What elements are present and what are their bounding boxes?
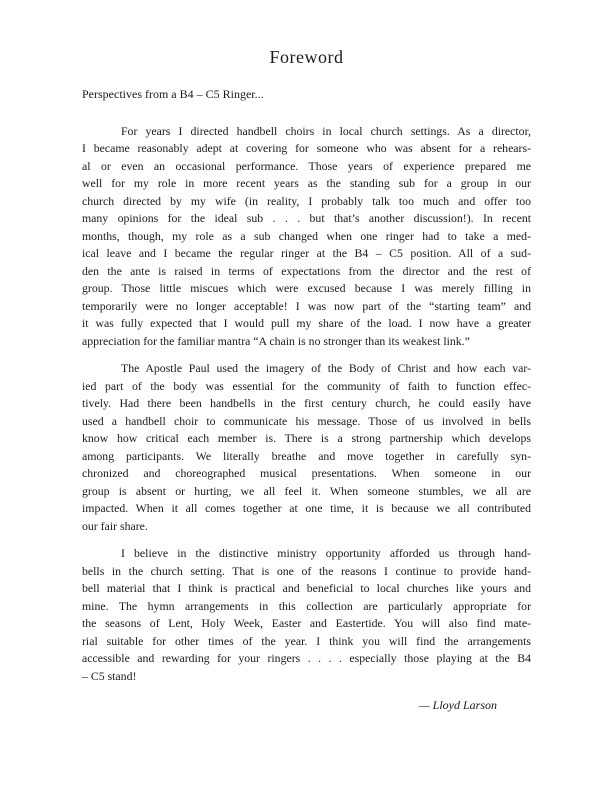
text-line: mine. The hymn arrangements in this collection are particularly appropriate for: [82, 598, 531, 613]
text-line: temporarily were no longer acceptable! I was now part of the “starting team” and: [82, 298, 531, 313]
text-line: – C5 stand!: [82, 668, 137, 683]
text-line: impacted. When it all comes together at one time, it is because we all contributed: [82, 501, 531, 515]
text-line: group is absent or hurting, we all feel it. When someone stumbles, we all are: [82, 483, 531, 498]
text-line: used a handbell choir to communicate his message. Those of us involved in bells: [82, 413, 531, 428]
text-line: ical leave and I became the regular ringer at the B4 – C5 position. All of a sud-: [82, 246, 531, 260]
text-line: accessible and rewarding for your ringers . . . . especially those playing at the B4: [82, 651, 531, 665]
page-title: Foreword: [269, 47, 344, 67]
text-line: many opinions for the ideal sub . . . but that’s another discussion!). In recent: [82, 211, 531, 225]
text-line: our fair share.: [82, 518, 148, 533]
text-line: bells in the church setting. That is one of the reasons I continue to provide hand-: [82, 563, 531, 578]
text-line: appreciation for the familiar mantra “A chain is no stronger than its weakest link.”: [82, 333, 470, 348]
page-content: [82, 46, 531, 715]
text-line: The Apostle Paul used the imagery of the Body of Christ and how each var-: [121, 361, 531, 375]
text-line: chronized and choreographed musical presentations. When someone in our: [82, 466, 531, 480]
paragraph: [82, 545, 531, 685]
text-line: I believe in the distinctive ministry opportunity afforded us through hand-: [121, 546, 531, 560]
text-line: months, though, my role as a sub changed when one ringer had to take a med-: [82, 228, 531, 243]
text-line: among participants. We literally breathe and move together in carefully syn-: [82, 448, 531, 463]
text-line: al or even an occasional performance. Those years of experience prepared me: [82, 158, 531, 173]
text-line: rial suitable for other times of the year. I think you will find the arrangements: [82, 633, 531, 648]
text-line: For years I directed handbell choirs in local church settings. As a director,: [121, 123, 531, 138]
text-line: I became reasonably adept at covering for someone who was absent for a rehears-: [82, 141, 531, 155]
text-line: ied part of the body was essential for the community of faith to function effec-: [82, 378, 531, 393]
text-line: it was fully expected that I would pull my share of the load. I now have a greater: [82, 316, 531, 330]
paragraph: [82, 360, 531, 535]
text-line: the seasons of Lent, Holy Week, Easter and Eastertide. You will also find mate-: [82, 616, 531, 630]
text-line: den the ante is raised in terms of expectations from the director and the rest of: [82, 263, 531, 278]
text-line: well for my role in more recent years as the standing sub for a group in our: [82, 176, 531, 190]
text-line: church directed by my wife (in reality, I probably talk too much and offer too: [82, 193, 531, 208]
paragraph: [82, 123, 531, 351]
text-line: bell material that I think is practical and beneficial to local churches like yours and: [82, 581, 531, 595]
foreword-body: [82, 123, 531, 686]
text-line: tively. Had there been handbells in the first century church, he could easily have: [82, 396, 531, 410]
text-line: know how critical each member is. There is a strong partnership which develops: [82, 431, 531, 445]
subtitle: Perspectives from a B4 – C5 Ringer...: [82, 87, 264, 101]
text-line: group. Those little miscues which were excused because I was merely filling in: [82, 281, 531, 295]
signature: — Lloyd Larson: [418, 698, 497, 712]
